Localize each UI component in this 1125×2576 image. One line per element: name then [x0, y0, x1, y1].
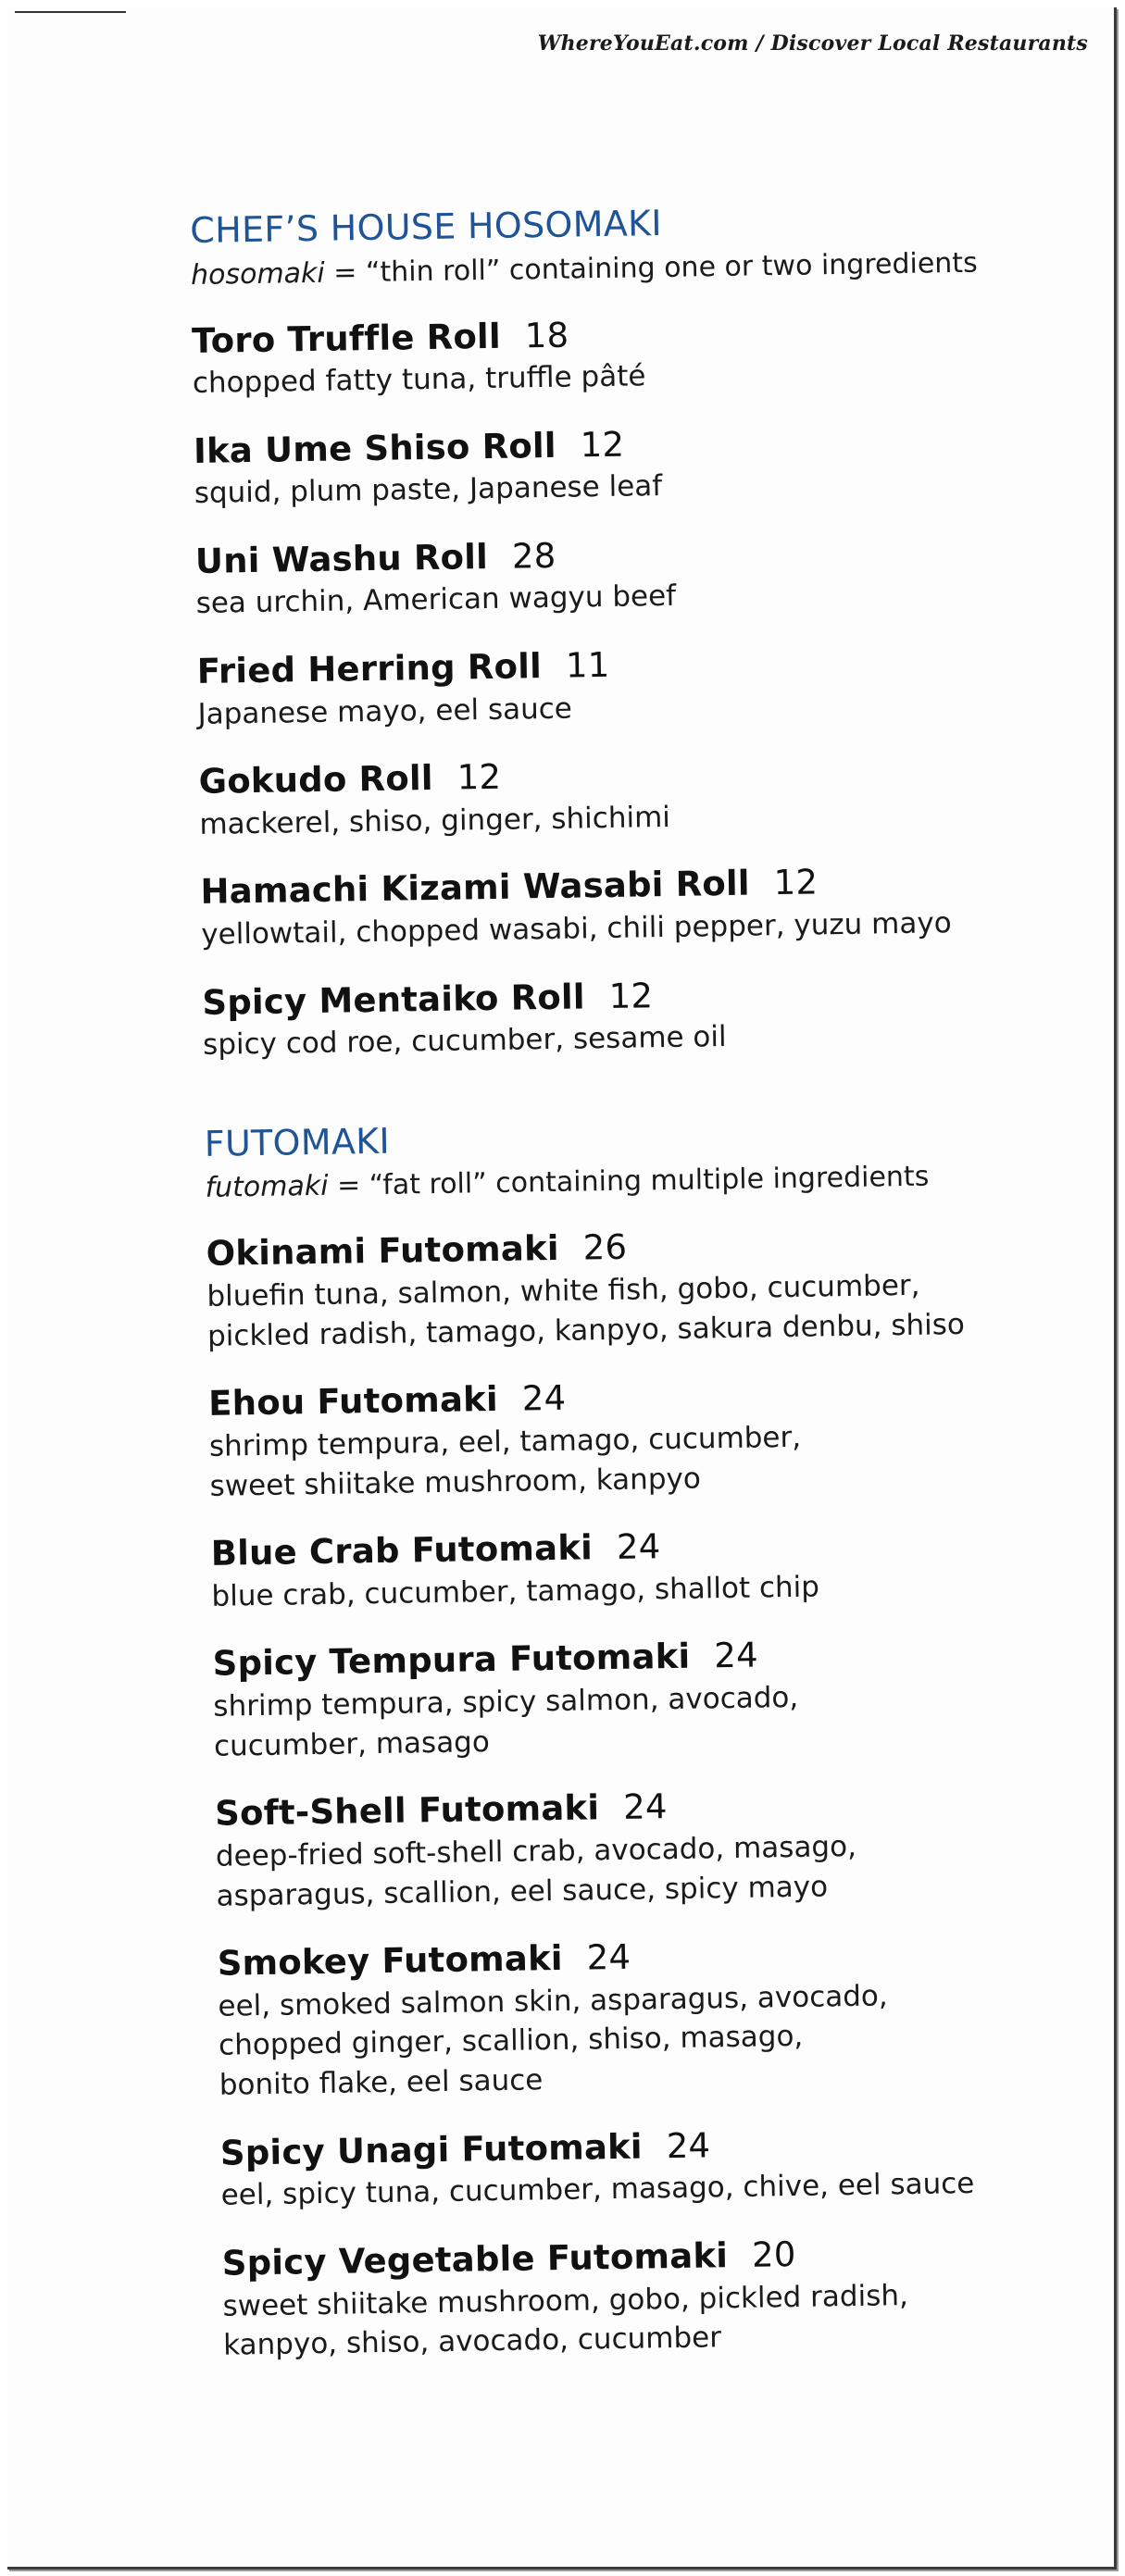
menu-item-description: sweet shiitake mushroom, gobo, pickled radish, kanpyo, shiso, avocado, cucumber [222, 2278, 909, 2363]
menu-item-price: 24 [586, 1937, 631, 1978]
menu-item-description: squid, plum paste, Japanese leaf [194, 469, 663, 511]
menu-item-description: eel, spicy tuna, cucumber, masago, chive, eel sauce [220, 2167, 975, 2213]
menu-item-name: Spicy Unagi Futomaki [219, 2126, 644, 2173]
menu-item-description: sea urchin, American wagyu beef [195, 579, 677, 621]
menu-item-description: Japanese mayo, eel sauce [197, 691, 573, 731]
menu-item-name: Fried Herring Roll [196, 646, 543, 692]
menu-item [210, 1520, 1081, 1616]
menu-item [206, 1221, 1078, 1357]
subtitle-definition: = “fat roll” containing multiple ingredients [328, 1161, 930, 1203]
menu-item-name: Uni Washu Roll [194, 536, 489, 581]
menu-item-name: Blue Crab Futomaki [210, 1527, 594, 1574]
menu-item-name: Smokey Futomaki [217, 1938, 564, 1985]
menu-item-name: Ika Ume Shiso Roll [193, 425, 557, 471]
menu-section [190, 197, 1073, 1064]
menu-item [196, 638, 1068, 734]
menu-item-name: Ehou Futomaki [207, 1379, 499, 1425]
menu-item-name: Toro Truffle Roll [191, 316, 502, 361]
menu-item-price: 24 [713, 1636, 759, 1676]
menu-item-description: mackerel, shiso, ginger, shichimi [199, 800, 671, 841]
menu-item-description: spicy cod roe, cucumber, sesame oil [202, 1020, 727, 1062]
menu-item [198, 748, 1069, 844]
menu-item-price: 28 [511, 535, 556, 577]
menu-item [192, 307, 1063, 404]
section-title: FUTOMAKI [204, 1120, 391, 1164]
menu-item-price: 20 [751, 2234, 796, 2275]
menu-item [195, 528, 1067, 624]
menu-item-price: 12 [580, 424, 625, 466]
section-title: CHEF’S HOUSE HOSOMAKI [189, 202, 663, 251]
menu-item-description: yellowtail, chopped wasabi, chili pepper, yuzu mayo [200, 906, 952, 952]
menu-item-description: blue crab, cucumber, tamago, shallot chip [211, 1570, 820, 1613]
menu-item-name: Okinami Futomaki [206, 1228, 560, 1275]
menu-item-description: shrimp tempura, spicy salmon, avocado, cucumber, masago [213, 1680, 799, 1763]
menu-item-price: 24 [622, 1786, 668, 1828]
menu-section [204, 1111, 1094, 2366]
site-watermark: WhereYouEat.com / Discover Local Restaurants [537, 31, 1088, 56]
menu-item-name: Spicy Mentaiko Roll [202, 977, 586, 1023]
menu-item-price: 26 [582, 1227, 628, 1268]
menu-item [202, 969, 1073, 1065]
subtitle-term: futomaki [205, 1170, 329, 1205]
menu-item-price: 12 [608, 975, 654, 1016]
menu-item-description: chopped fatty tuna, truffle pâté [192, 359, 646, 401]
menu-item-name: Soft-Shell Futomaki [214, 1787, 600, 1835]
menu-item [212, 1631, 1084, 1767]
menu-item [220, 2120, 1092, 2216]
menu-item-price: 12 [773, 862, 819, 903]
menu-item-price: 24 [616, 1526, 661, 1568]
menu-item-price: 24 [521, 1378, 567, 1419]
top-edge-rule [15, 11, 126, 13]
menu-item-price: 12 [456, 757, 502, 798]
menu-item [194, 417, 1065, 514]
subtitle-term: hosomaki [190, 256, 326, 292]
menu-item-description: bluefin tuna, salmon, white fish, gobo, cucumber, pickled radish, tamago, kanpyo, sakura denbu, shiso [206, 1268, 966, 1353]
menu-item [217, 1930, 1090, 2105]
menu-item-list [192, 307, 1074, 1065]
menu-item-name: Hamachi Kizami Wasabi Roll [200, 864, 751, 913]
menu-item-price: 11 [565, 645, 610, 686]
menu-item-name: Gokudo Roll [198, 758, 433, 803]
menu-content [190, 197, 1094, 2394]
menu-item [221, 2230, 1094, 2366]
menu-item [200, 859, 1071, 955]
menu-item-description: eel, smoked salmon skin, asparagus, avocado, chopped ginger, scallion, shiso, masago, bonito flake, eel sauce [218, 1979, 888, 2102]
subtitle-definition: = “thin roll” containing one or two ingredients [324, 246, 978, 290]
menu-item-name: Spicy Tempura Futomaki [212, 1636, 691, 1685]
menu-item [208, 1370, 1081, 1506]
menu-item-description: shrimp tempura, eel, tamago, cucumber, sweet shiitake mushroom, kanpyo [208, 1420, 802, 1503]
menu-item-description: deep-fried soft-shell crab, avocado, masago, asparagus, scallion, eel sauce, spicy mayo [215, 1829, 857, 1913]
menu-item-list [206, 1221, 1094, 2366]
menu-item-price: 24 [666, 2125, 711, 2167]
section-subtitle [205, 1157, 1075, 1207]
menu-item [215, 1780, 1087, 1916]
section-subtitle [191, 243, 1061, 293]
menu-item-name: Spicy Vegetable Futomaki [221, 2235, 729, 2284]
menu-item-price: 18 [524, 315, 569, 356]
